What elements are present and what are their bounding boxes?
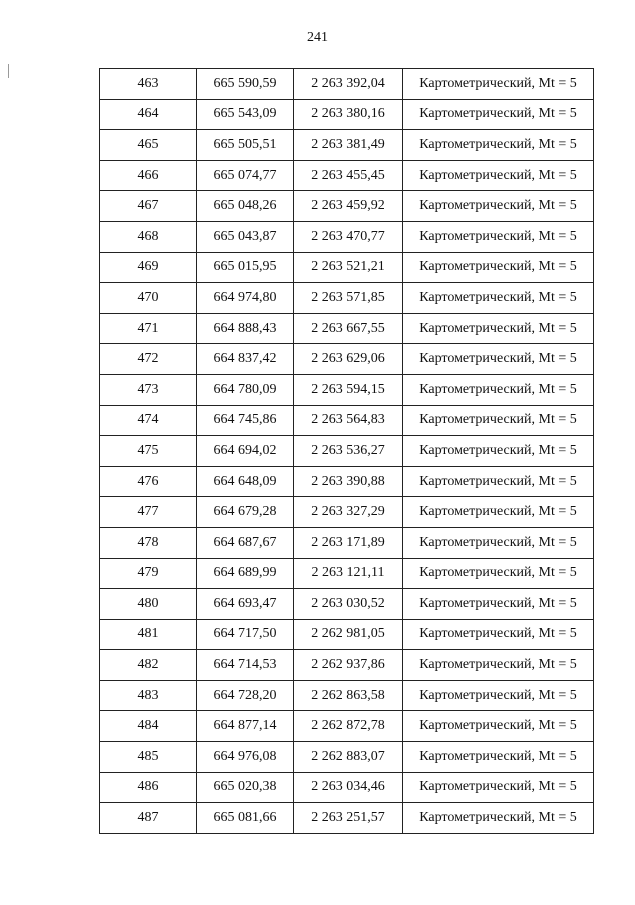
table-row [100, 650, 594, 681]
table-row [100, 221, 594, 252]
point-number-cell: 467 [100, 191, 197, 222]
point-number-cell: 487 [100, 803, 197, 834]
table-row [100, 344, 594, 375]
method-cell: Картометрический, Mt = 5 [403, 772, 594, 803]
y-coordinate-cell: 2 263 390,88 [294, 466, 403, 497]
point-number-cell: 464 [100, 99, 197, 130]
x-coordinate-cell: 665 543,09 [197, 99, 294, 130]
x-coordinate-cell: 665 081,66 [197, 803, 294, 834]
x-coordinate-cell: 664 877,14 [197, 711, 294, 742]
method-cell: Картометрический, Mt = 5 [403, 803, 594, 834]
x-coordinate-cell: 665 020,38 [197, 772, 294, 803]
y-coordinate-cell: 2 263 030,52 [294, 589, 403, 620]
point-number-cell: 465 [100, 130, 197, 161]
y-coordinate-cell: 2 263 667,55 [294, 313, 403, 344]
table-row [100, 252, 594, 283]
point-number-cell: 479 [100, 558, 197, 589]
point-number-cell: 483 [100, 680, 197, 711]
method-cell: Картометрический, Mt = 5 [403, 130, 594, 161]
x-coordinate-cell: 664 717,50 [197, 619, 294, 650]
method-cell: Картометрический, Mt = 5 [403, 711, 594, 742]
method-cell: Картометрический, Mt = 5 [403, 558, 594, 589]
method-cell: Картометрический, Mt = 5 [403, 405, 594, 436]
x-coordinate-cell: 664 780,09 [197, 374, 294, 405]
page-number: 241 [307, 30, 328, 45]
point-number-cell: 485 [100, 742, 197, 773]
table-row [100, 558, 594, 589]
x-coordinate-cell: 664 693,47 [197, 589, 294, 620]
table-row [100, 160, 594, 191]
table-row [100, 527, 594, 558]
x-coordinate-cell: 664 648,09 [197, 466, 294, 497]
x-coordinate-cell: 665 590,59 [197, 69, 294, 100]
point-number-cell: 480 [100, 589, 197, 620]
table-row [100, 191, 594, 222]
method-cell: Картометрический, Mt = 5 [403, 527, 594, 558]
point-number-cell: 475 [100, 436, 197, 467]
table-row [100, 772, 594, 803]
point-number-cell: 474 [100, 405, 197, 436]
method-cell: Картометрический, Mt = 5 [403, 313, 594, 344]
y-coordinate-cell: 2 263 629,06 [294, 344, 403, 375]
y-coordinate-cell: 2 263 470,77 [294, 221, 403, 252]
y-coordinate-cell: 2 263 327,29 [294, 497, 403, 528]
point-number-cell: 477 [100, 497, 197, 528]
y-coordinate-cell: 2 263 521,21 [294, 252, 403, 283]
point-number-cell: 473 [100, 374, 197, 405]
y-coordinate-cell: 2 263 459,92 [294, 191, 403, 222]
x-coordinate-cell: 664 728,20 [197, 680, 294, 711]
x-coordinate-cell: 665 505,51 [197, 130, 294, 161]
table-row [100, 589, 594, 620]
method-cell: Картометрический, Mt = 5 [403, 69, 594, 100]
x-coordinate-cell: 664 714,53 [197, 650, 294, 681]
y-coordinate-cell: 2 263 455,45 [294, 160, 403, 191]
x-coordinate-cell: 665 074,77 [197, 160, 294, 191]
point-number-cell: 481 [100, 619, 197, 650]
method-cell: Картометрический, Mt = 5 [403, 436, 594, 467]
x-coordinate-cell: 664 745,86 [197, 405, 294, 436]
table-row [100, 680, 594, 711]
point-number-cell: 482 [100, 650, 197, 681]
table-row [100, 803, 594, 834]
table-row [100, 99, 594, 130]
method-cell: Картометрический, Mt = 5 [403, 589, 594, 620]
y-coordinate-cell: 2 263 251,57 [294, 803, 403, 834]
x-coordinate-cell: 664 679,28 [197, 497, 294, 528]
x-coordinate-cell: 665 015,95 [197, 252, 294, 283]
point-number-cell: 471 [100, 313, 197, 344]
point-number-cell: 486 [100, 772, 197, 803]
method-cell: Картометрический, Mt = 5 [403, 497, 594, 528]
x-coordinate-cell: 665 048,26 [197, 191, 294, 222]
method-cell: Картометрический, Mt = 5 [403, 650, 594, 681]
x-coordinate-cell: 664 837,42 [197, 344, 294, 375]
y-coordinate-cell: 2 263 392,04 [294, 69, 403, 100]
method-cell: Картометрический, Mt = 5 [403, 221, 594, 252]
table-row [100, 130, 594, 161]
table-row [100, 619, 594, 650]
table-row [100, 497, 594, 528]
point-number-cell: 472 [100, 344, 197, 375]
table-row [100, 313, 594, 344]
y-coordinate-cell: 2 263 380,16 [294, 99, 403, 130]
point-number-cell: 466 [100, 160, 197, 191]
y-coordinate-cell: 2 262 863,58 [294, 680, 403, 711]
y-coordinate-cell: 2 263 381,49 [294, 130, 403, 161]
y-coordinate-cell: 2 263 034,46 [294, 772, 403, 803]
x-coordinate-cell: 664 974,80 [197, 283, 294, 314]
method-cell: Картометрический, Mt = 5 [403, 742, 594, 773]
y-coordinate-cell: 2 263 536,27 [294, 436, 403, 467]
method-cell: Картометрический, Mt = 5 [403, 160, 594, 191]
method-cell: Картометрический, Mt = 5 [403, 252, 594, 283]
method-cell: Картометрический, Mt = 5 [403, 191, 594, 222]
point-number-cell: 469 [100, 252, 197, 283]
table-row [100, 466, 594, 497]
coordinates-table-body [100, 69, 594, 834]
y-coordinate-cell: 2 263 571,85 [294, 283, 403, 314]
method-cell: Картометрический, Mt = 5 [403, 680, 594, 711]
table-row [100, 711, 594, 742]
table-row [100, 69, 594, 100]
point-number-cell: 478 [100, 527, 197, 558]
point-number-cell: 468 [100, 221, 197, 252]
y-coordinate-cell: 2 263 171,89 [294, 527, 403, 558]
table-row [100, 436, 594, 467]
x-coordinate-cell: 664 689,99 [197, 558, 294, 589]
scan-artifact-mark [8, 64, 9, 78]
table-row [100, 405, 594, 436]
x-coordinate-cell: 664 687,67 [197, 527, 294, 558]
y-coordinate-cell: 2 262 981,05 [294, 619, 403, 650]
y-coordinate-cell: 2 263 594,15 [294, 374, 403, 405]
x-coordinate-cell: 664 694,02 [197, 436, 294, 467]
method-cell: Картометрический, Mt = 5 [403, 344, 594, 375]
method-cell: Картометрический, Mt = 5 [403, 619, 594, 650]
method-cell: Картометрический, Mt = 5 [403, 466, 594, 497]
point-number-cell: 470 [100, 283, 197, 314]
y-coordinate-cell: 2 262 937,86 [294, 650, 403, 681]
x-coordinate-cell: 664 888,43 [197, 313, 294, 344]
table-row [100, 742, 594, 773]
x-coordinate-cell: 665 043,87 [197, 221, 294, 252]
y-coordinate-cell: 2 263 564,83 [294, 405, 403, 436]
y-coordinate-cell: 2 262 872,78 [294, 711, 403, 742]
table-row [100, 283, 594, 314]
coordinates-table [99, 68, 594, 834]
y-coordinate-cell: 2 263 121,11 [294, 558, 403, 589]
x-coordinate-cell: 664 976,08 [197, 742, 294, 773]
point-number-cell: 476 [100, 466, 197, 497]
point-number-cell: 484 [100, 711, 197, 742]
point-number-cell: 463 [100, 69, 197, 100]
method-cell: Картометрический, Mt = 5 [403, 283, 594, 314]
y-coordinate-cell: 2 262 883,07 [294, 742, 403, 773]
method-cell: Картометрический, Mt = 5 [403, 99, 594, 130]
method-cell: Картометрический, Mt = 5 [403, 374, 594, 405]
table-row [100, 374, 594, 405]
